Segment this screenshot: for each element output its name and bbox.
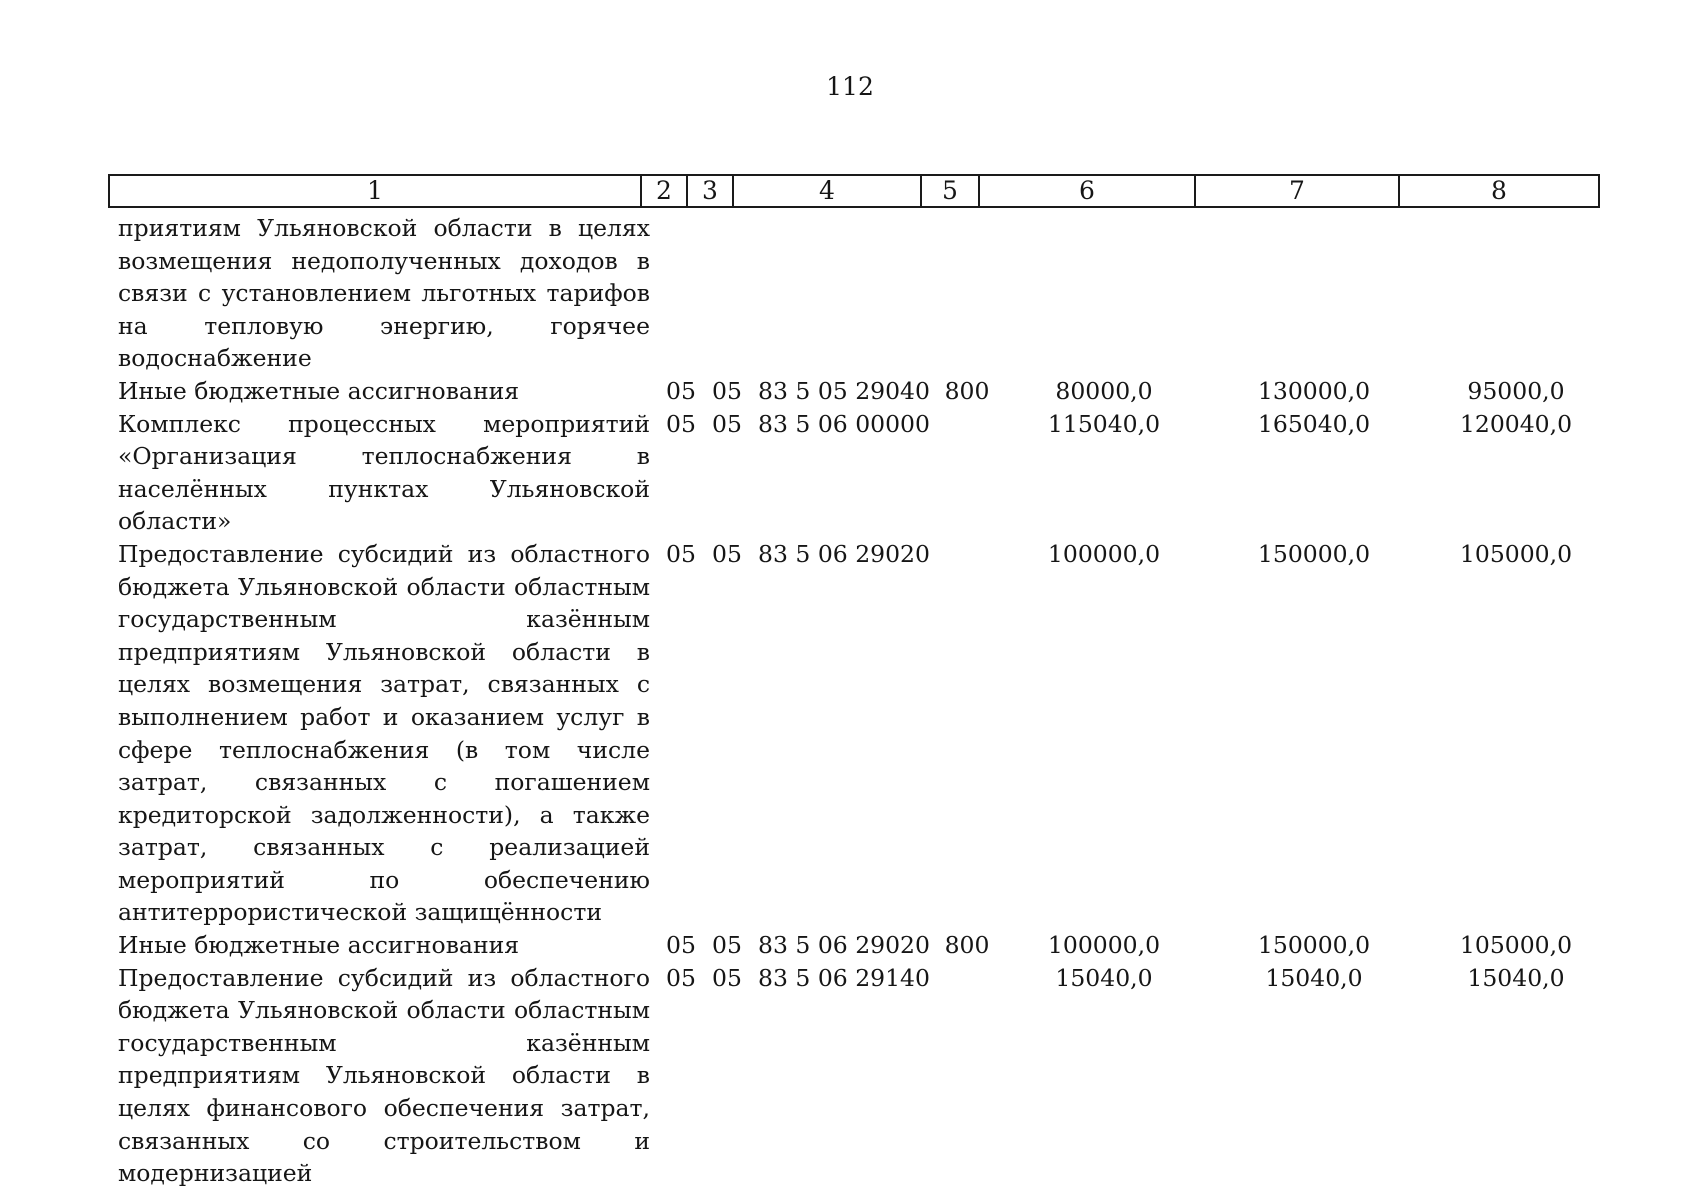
row-pr: 05 bbox=[712, 409, 742, 438]
row-value-6: 100000,0 bbox=[1047, 539, 1161, 568]
row-value-7: 150000,0 bbox=[1257, 539, 1371, 568]
row-value-8: 95000,0 bbox=[1467, 376, 1565, 405]
row-value-6 bbox=[996, 212, 1212, 375]
table-row bbox=[108, 408, 1616, 538]
header-cell: 5 bbox=[921, 175, 979, 207]
row-value-8: 15040,0 bbox=[1467, 963, 1565, 992]
row-name: Комплекс процессных мероприятий «Организация теплоснабжения в населённых пунктах Ульяновской области» bbox=[118, 409, 650, 536]
row-value-6: 15040,0 bbox=[1055, 963, 1153, 992]
row-pr: 05 bbox=[712, 963, 742, 992]
header-row bbox=[109, 175, 1599, 207]
row-rz: 05 bbox=[666, 376, 696, 405]
header-cell: 1 bbox=[109, 175, 641, 207]
row-pr: 05 bbox=[712, 931, 742, 960]
table-row bbox=[108, 538, 1616, 929]
row-pr: 05 bbox=[712, 376, 742, 405]
table-row bbox=[108, 929, 1616, 962]
row-value-6: 115040,0 bbox=[1047, 409, 1161, 438]
row-vr: 800 bbox=[944, 376, 990, 405]
row-rz bbox=[658, 212, 704, 375]
row-value-7 bbox=[1212, 212, 1416, 375]
row-name: Предоставление субсидий из областного бюджета Ульяновской области областным государственным казённым предприятиям Ульяновской области в целях финансового обеспечения затрат, связанных со строительством и модернизацией bbox=[118, 963, 650, 1188]
row-rz: 05 bbox=[666, 931, 696, 960]
row-name: Иные бюджетные ассигнования bbox=[118, 376, 520, 405]
row-vr bbox=[938, 538, 996, 929]
row-csr: 83 5 05 29040 bbox=[758, 376, 930, 405]
row-value-6: 100000,0 bbox=[1047, 931, 1161, 960]
row-csr bbox=[750, 212, 938, 375]
row-vr: 800 bbox=[944, 931, 990, 960]
row-value-7: 130000,0 bbox=[1257, 376, 1371, 405]
header-cell: 6 bbox=[979, 175, 1195, 207]
row-rz: 05 bbox=[666, 409, 696, 438]
table-row bbox=[108, 375, 1616, 408]
row-vr bbox=[938, 408, 996, 538]
row-name: Предоставление субсидий из областного бюджета Ульяновской области областным государственным казённым предприятиям Ульяновской области в целях возмещения затрат, связанных с выполнением работ и оказанием услуг в сфере теплоснабжения (в том числе затрат, связанных с погашением кредиторской задолженности), а также затрат, связанных с реализацией мероприятий по обеспечению антитеррористической защищённости bbox=[118, 539, 650, 927]
row-rz: 05 bbox=[666, 963, 696, 992]
row-csr: 83 5 06 29020 bbox=[758, 539, 930, 568]
row-value-8 bbox=[1416, 212, 1616, 375]
row-csr: 83 5 06 29020 bbox=[758, 931, 930, 960]
row-value-8: 105000,0 bbox=[1459, 931, 1573, 960]
row-value-7: 150000,0 bbox=[1257, 931, 1371, 960]
row-value-7: 165040,0 bbox=[1257, 409, 1371, 438]
page-number: 112 bbox=[826, 72, 874, 101]
column-header-table bbox=[108, 174, 1600, 208]
header-cell: 8 bbox=[1399, 175, 1599, 207]
row-vr bbox=[938, 962, 996, 1190]
row-name: приятиям Ульяновской области в целях возмещения недополученных доходов в связи с установлением льготных тарифов на тепловую энергию, горячее водоснабжение bbox=[118, 214, 650, 373]
row-pr bbox=[704, 212, 750, 375]
header-cell: 3 bbox=[687, 175, 733, 207]
table-row bbox=[108, 962, 1616, 1190]
budget-table bbox=[108, 212, 1616, 1190]
table-row bbox=[108, 212, 1616, 375]
row-pr: 05 bbox=[712, 539, 742, 568]
header-cell: 4 bbox=[733, 175, 921, 207]
row-csr: 83 5 06 29140 bbox=[758, 963, 930, 992]
row-value-8: 105000,0 bbox=[1459, 539, 1573, 568]
row-value-6: 80000,0 bbox=[1055, 376, 1153, 405]
row-name: Иные бюджетные ассигнования bbox=[118, 931, 520, 960]
row-csr: 83 5 06 00000 bbox=[758, 409, 930, 438]
header-cell: 7 bbox=[1195, 175, 1399, 207]
header-cell: 2 bbox=[641, 175, 687, 207]
row-value-7: 15040,0 bbox=[1265, 963, 1363, 992]
row-vr bbox=[938, 212, 996, 375]
row-rz: 05 bbox=[666, 539, 696, 568]
row-value-8: 120040,0 bbox=[1459, 409, 1573, 438]
